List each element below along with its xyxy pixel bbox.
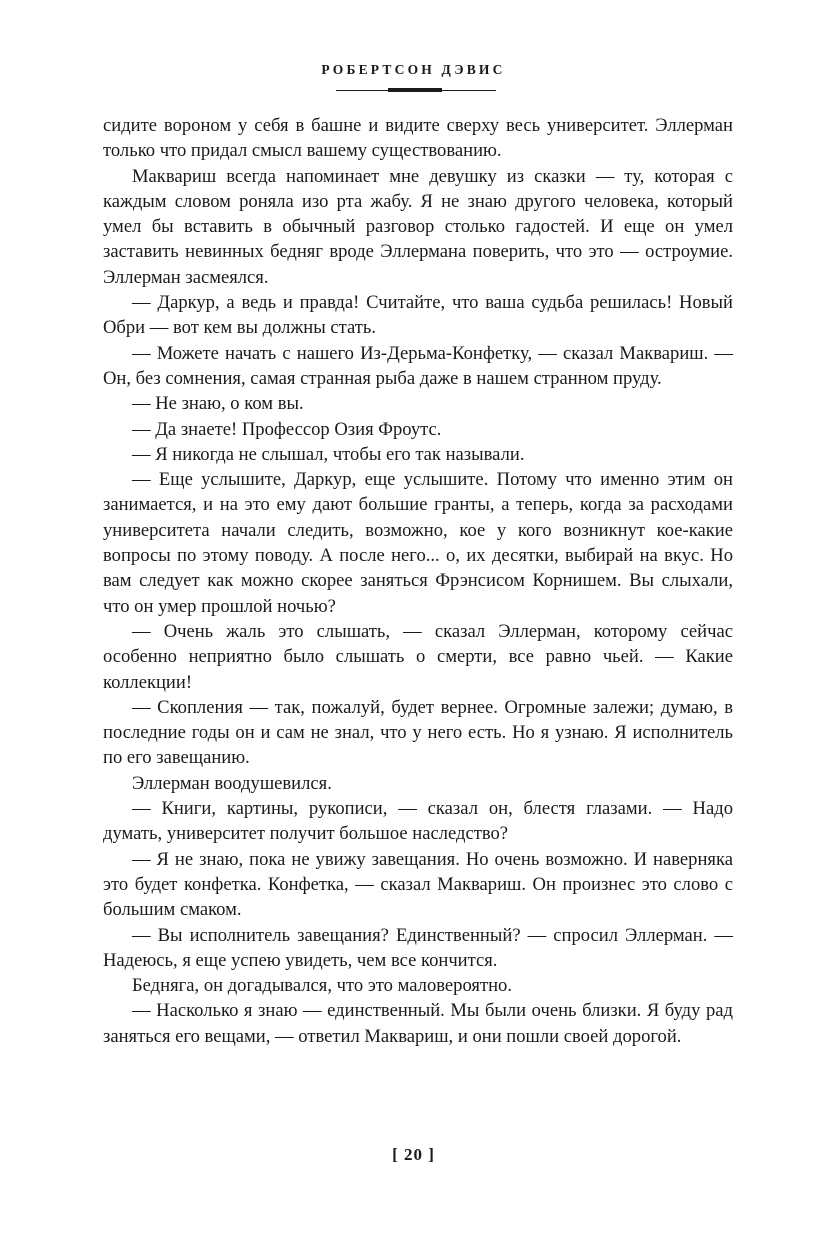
page-number: [ 20 ] bbox=[392, 1145, 435, 1164]
paragraph: — Вы исполнитель завещания? Единственный? — спросил Эллерман. — Надеюсь, я еще успею увидеть, чем все кончится. bbox=[103, 924, 733, 971]
paragraph: — Книги, картины, рукописи, — сказал он, блестя глазами. — Надо думать, университет получит большое наследство? bbox=[103, 798, 733, 845]
paragraph: — Я не знаю, пока не увижу завещания. Но очень возможно. И наверняка это будет конфетка. Конфетка, — сказал Маквариш. Он произнес это слово с большим смаком. bbox=[103, 848, 733, 921]
body-text bbox=[103, 113, 733, 1049]
paragraph: сидите вороном у себя в башне и видите сверху весь университет. Эллерман только что придал смысл вашему существованию. bbox=[103, 115, 733, 162]
running-head: РОБЕРТСОН ДЭВИС bbox=[321, 62, 506, 77]
paragraph: — Еще услышите, Даркур, еще услышите. Потому что именно этим он занимается, и на это ему дают большие гранты, а теперь, когда за расходами университета начали следить, возможно, кое у кого возникнут кое-какие вопросы по этому поводу. А после него... о, их десятки, выбирай на вкус. Но вам следует как можно скорее заняться Фрэнсисом Корнишем. Вы слыхали, что он умер прошлой ночью? bbox=[103, 469, 733, 617]
paragraph: — Не знаю, о ком вы. bbox=[132, 393, 304, 415]
paragraph: Эллерман воодушевился. bbox=[132, 772, 332, 794]
paragraph: — Я никогда не слышал, чтобы его так называли. bbox=[132, 443, 525, 465]
paragraph: — Можете начать с нашего Из-Дерьма-Конфетку, — сказал Маквариш. — Он, без сомнения, самая странная рыба даже в нашем странном пруду. bbox=[103, 342, 733, 389]
paragraph: Бедняга, он догадывался, что это маловероятно. bbox=[132, 975, 512, 997]
paragraph: — Даркур, а ведь и правда! Считайте, что ваша судьба решилась! Новый Обри — вот кем вы должны стать. bbox=[103, 292, 733, 339]
paragraph: — Да знаете! Профессор Озия Фроутс. bbox=[132, 418, 442, 440]
paragraph: — Очень жаль это слышать, — сказал Эллерман, которому сейчас особенно неприятно было слышать о смерти, все равно чьей. — Какие коллекции! bbox=[103, 620, 733, 693]
paragraph: — Насколько я знаю — единственный. Мы были очень близки. Я буду рад заняться его вещами, — ответил Маквариш, и они пошли своей дорогой. bbox=[103, 1000, 733, 1047]
paragraph: — Скопления — так, пожалуй, будет вернее. Огромные залежи; думаю, в последние годы он и сам не знал, что у него есть. Но я узнаю. Я исполнитель по его завещанию. bbox=[103, 696, 733, 769]
header-rule-ornament bbox=[388, 88, 442, 92]
paragraph: Маквариш всегда напоминает мне девушку из сказки — ту, которая с каждым словом роняла изо рта жабу. Я не знаю другого человека, который умел бы вставить в обычный разговор столько гадостей. И еще он умел заставить невинных бедняг вроде Эллермана поверить, что это — остроумие. Эллерман засмеялся. bbox=[103, 165, 733, 288]
